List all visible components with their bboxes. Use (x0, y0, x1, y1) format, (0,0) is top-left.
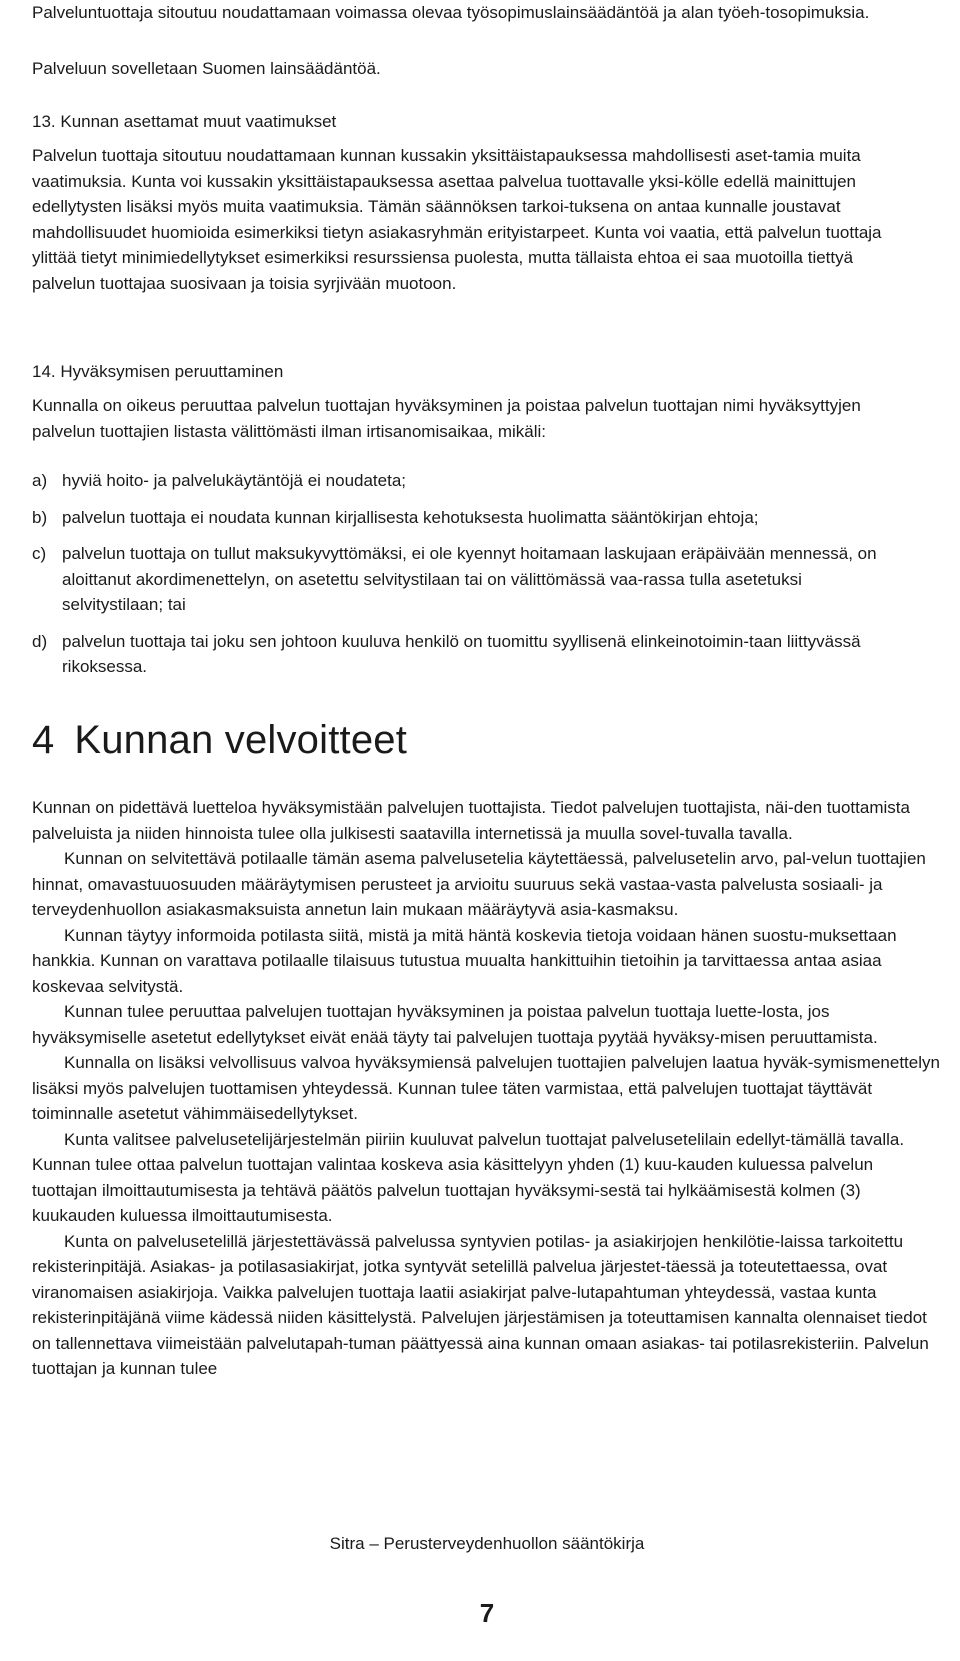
chapter-body (32, 795, 942, 1382)
list-item-text: palvelun tuottaja ei noudata kunnan kirjallisesta kehotuksesta huolimatta sääntökirjan ehtoja; (62, 507, 759, 527)
chapter-number: 4 (32, 718, 55, 762)
list-item-text: palvelun tuottaja on tullut maksukyvyttömäksi, ei ole kyennyt hoitamaan laskujaan eräpäivään mennessä, on aloittanut akordimenettelyn, on asetettu selvitystilaan tai on välittömässä vaa-rassa tulla asetetuksi selvitystilaan; tai (62, 544, 877, 614)
chapter-title: Kunnan velvoitteet (74, 718, 408, 762)
list-item-label: c) (32, 544, 47, 563)
list-item-text: palvelun tuottaja tai joku sen johtoon kuuluva henkilö on tuomittu syyllisenä elinkeinotoimin-taan liittyvässä rikoksessa. (62, 631, 861, 676)
list-item-text: hyviä hoito- ja palvelukäytäntöjä ei noudateta; (62, 471, 407, 490)
chapter-paragraph: Kunta on palvelusetelillä järjestettävässä palvelussa syntyvien potilas- ja asiakirjojen henkilötie-laissa tarkoitettu rekisterinpitäjä. Asiakas- ja potilasasiakirjat, jotka syntyvät setelillä palvelua järjestet-täessä ja toteutettaessa, ovat viranomaisen asiakirjoja. Vaikka palvelujen tuottaja laatii asiakirjat palve-lutapahtuman yhteydessä, vastaa kunta rekisterinpitäjänä viime kädessä niiden käsittelystä. Palvelujen järjestämisen ja toteuttamisen kannalta olennaiset tiedot on tallennettava viimeistään palvelutapah-tuman päättyessä aina kunnan omaan asiakas- tai potilasrekisteriin. Palvelun tuottajan ja kunnan tulee (32, 1231, 929, 1378)
chapter-heading (32, 716, 407, 764)
list-item (32, 541, 942, 618)
section-14-body: Kunnalla on oikeus peruuttaa palvelun tuottajan hyväksyminen ja poistaa palvelun tuottajan nimi hyväksyttyjen palvelun tuottajien listasta välittömästi ilman irtisanomisaikaa, mikäli: (32, 396, 861, 441)
chapter-paragraph: Kunnan on pidettävä luetteloa hyväksymistään palvelujen tuottajista. Tiedot palvelujen tuottajista, näi-den tuottamista palveluista ja niiden hinnoista tulee olla julkisesti saatavilla internetissä ja muulla sovel-tuvalla tavalla. (32, 798, 910, 843)
list-item-label: b) (32, 507, 48, 527)
section-13-heading: 13. Kunnan asettamat muut vaatimukset (32, 112, 337, 131)
chapter-paragraph: Kunnan täytyy informoida potilasta siitä, mistä ja mitä häntä koskevia tietoja voidaan hänen suostu-muksettaan hankkia. Kunnan on varattava potilaalle tilaisuus tutustua muualta hankittuihin tietoihin ja tarvittaessa antaa asiaa koskevaa selvitystä. (32, 925, 897, 996)
chapter-paragraph: Kunnan tulee peruuttaa palvelujen tuottajan hyväksyminen ja poistaa palvelun tuottaja luette-losta, jos hyväksymiselle asetetut edellytykset eivät enää täyty tai palvelujen tuottaja pyytää hyväksy-misen peruuttamista. (32, 1002, 878, 1047)
list-item-label: d) (32, 631, 48, 651)
revocation-conditions-list (32, 468, 942, 691)
section-13-body: Palvelun tuottaja sitoutuu noudattamaan kunnan kussakin yksittäistapauksessa mahdollisesti aset-tamia muita vaatimuksia. Kunta voi kussakin yksittäistapauksessa asettaa palvelua tuottavalle yksi-kölle edellä mainittujen edellytysten lisäksi myös muita vaatimuksia. Tämän säännöksen tarkoi-tuksena on antaa kunnalle joustavat mahdollisuudet huomioida esimerkiksi tietyn asiakasryhmän erityistarpeet. Kunta voi vaatia, että palvelun tuottaja ylittää tietyt minimiedellytykset esimerkiksi resurssiensa puolesta, mutta tällaista ehtoa ei saa muotoilla tiettyä palvelun tuottajaa suosivaan ja toisia syrjivään muotoon. (32, 146, 882, 293)
section-14-heading: 14. Hyväksymisen peruuttaminen (32, 362, 284, 381)
list-item (32, 629, 942, 680)
intro-paragraph-2: Palveluun sovelletaan Suomen lainsäädäntöä. (32, 59, 381, 78)
chapter-paragraph: Kunnan on selvitettävä potilaalle tämän asema palvelusetelia käytettäessä, palvelusetelin arvo, pal-velun tuottajien hinnat, omavastuuosuuden määräytymisen perusteet ja arvioitu suuruus sekä vastaa-vasta palvelusta sosiaali- ja terveydenhuollon asiakasmaksuista annetun lain mukaan määräytyvä asia-kasmaksu. (32, 849, 926, 919)
chapter-paragraph: Kunta valitsee palvelusetelijärjestelmän piiriin kuuluvat palvelun tuottajat palvelusetelilain edellyt-tämällä tavalla. Kunnan tulee ottaa palvelun tuottajan valintaa koskeva asia käsittelyyn yhden (1) kuu-kauden kuluessa palvelun tuottajan ilmoittautumisesta ja tehtävä päätös palvelun tuottajan hyväksymi-sestä tai hylkäämisestä kolmen (3) kuukauden kuluessa ilmoittautumisesta. (32, 1129, 905, 1225)
list-item (32, 468, 942, 494)
list-item (32, 505, 942, 531)
chapter-paragraph: Kunnalla on lisäksi velvollisuus valvoa hyväksymiensä palvelujen tuottajien palvelujen laatua hyväk-symismenettelyn lisäksi myös palvelujen tuottamisen yhteydessä. Kunnan tulee täten varmistaa, että palvelujen tuottajat täyttävät toiminnalle asetetut vähimmäisedellytykset. (32, 1053, 940, 1123)
page-number: 7 (479, 1598, 495, 1628)
page-footer: Sitra – Perusterveydenhuollon sääntökirja (329, 1534, 645, 1553)
list-item-label: a) (32, 471, 48, 490)
intro-paragraph-1: Palveluntuottaja sitoutuu noudattamaan voimassa olevaa työsopimuslainsäädäntöä ja alan työeh-tosopimuksia. (32, 3, 870, 22)
